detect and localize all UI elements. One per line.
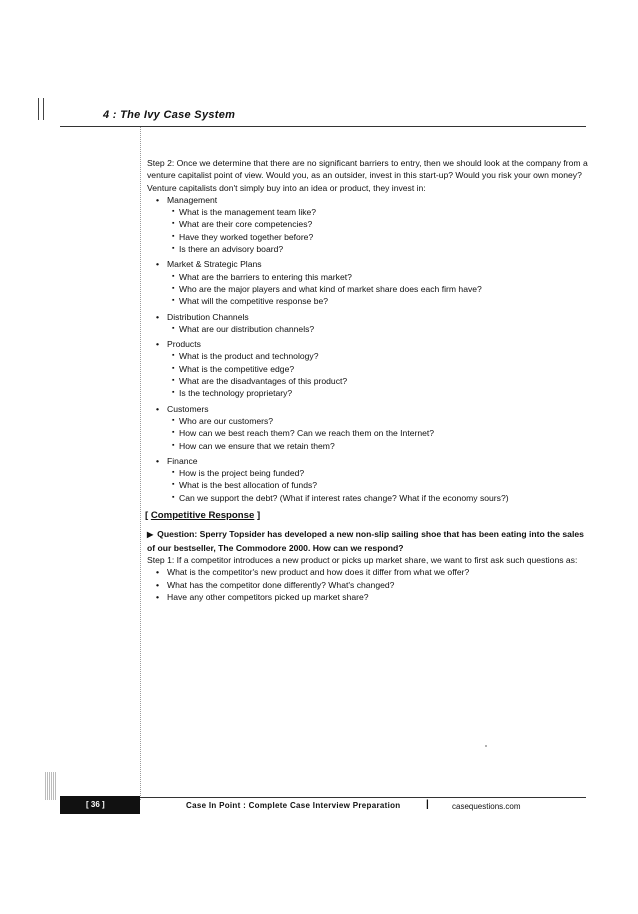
- criteria-question: ▪ What are the barriers to entering this market?: [172, 271, 592, 283]
- step1-item: • Have any other competitors picked up market share?: [156, 591, 592, 603]
- criteria-question: ▪ Is there an advisory board?: [172, 243, 592, 255]
- step2-intro: Step 2: Once we determine that there are no significant barriers to entry, then we should look at the company from a venture capitalist point of view. Would you, as an outsider, invest in this start-up? Would you risk your own money? Venture capitalists don't simply buy into an idea or product, they invest in:: [147, 158, 588, 193]
- criteria-question: ▪ How is the project being funded?: [172, 467, 592, 479]
- criteria-management: [156, 194, 592, 255]
- running-header: 4 : The Ivy Case System: [103, 109, 236, 121]
- criteria-market: [156, 258, 592, 307]
- criteria-products: [156, 338, 592, 399]
- step1-list: [147, 566, 592, 603]
- scan-edge: [45, 772, 57, 800]
- criteria-title: Products: [167, 339, 201, 350]
- question-arrow-icon: ▶: [147, 530, 154, 540]
- criteria-question: ▪ What is the competitive edge?: [172, 363, 592, 375]
- criteria-question: ▪ How can we ensure that we retain them?: [172, 440, 592, 452]
- header-rule: [60, 126, 586, 127]
- criteria-question: ▪ Who are the major players and what kind of market share does each firm have?: [172, 283, 592, 295]
- section-title: Competitive Response: [150, 510, 255, 522]
- criteria-question: ▪ What will the competitive response be?: [172, 295, 592, 307]
- criteria-customers: [156, 403, 592, 452]
- criteria-questions: [167, 323, 592, 335]
- section-heading: [145, 510, 592, 522]
- criteria-question: ▪ What are our distribution channels?: [172, 323, 592, 335]
- criteria-title: Customers: [167, 403, 209, 414]
- page-number: [ 36 ]: [86, 800, 105, 809]
- criteria-title: Market & Strategic Plans: [167, 259, 262, 270]
- footer-book-title: Case In Point : Complete Case Interview Preparation: [186, 801, 401, 810]
- criteria-question: ▪ What is the product and technology?: [172, 350, 592, 362]
- step1-item: • What is the competitor's new product and how does it differ from what we offer?: [156, 566, 592, 578]
- criteria-questions: [167, 467, 592, 504]
- criteria-question: ▪ What is the management team like?: [172, 206, 592, 218]
- criteria-question: ▪ Who are our customers?: [172, 415, 592, 427]
- criteria-title: Distribution Channels: [167, 311, 249, 322]
- criteria-question: ▪ Is the technology proprietary?: [172, 387, 592, 399]
- margin-line: [140, 127, 141, 800]
- question-text: Question: Sperry Topsider has developed a new non-slip sailing shoe that has been eating into the sales of our bestseller, The Commodore 2000. How can we respond?: [147, 529, 584, 553]
- bracket-open: [: [145, 510, 149, 522]
- criteria-question: ▪ What are the disadvantages of this product?: [172, 375, 592, 387]
- criteria-questions: [167, 206, 592, 255]
- footer-website: casequestions.com: [452, 802, 521, 811]
- criteria-questions: [167, 271, 592, 308]
- criteria-title: Management: [167, 194, 218, 205]
- header-margin-mark: [38, 98, 44, 120]
- criteria-question: ▪ How can we best reach them? Can we reach them on the Internet?: [172, 427, 592, 439]
- scan-speck: [485, 745, 487, 747]
- criteria-distribution: [156, 311, 592, 336]
- footer-rule: [140, 797, 586, 798]
- criteria-question: ▪ Have they worked together before?: [172, 231, 592, 243]
- criteria-question: ▪ Can we support the debt? (What if interest rates change? What if the economy sours?): [172, 492, 592, 504]
- footer-separator: |: [426, 799, 429, 810]
- criteria-questions: [167, 350, 592, 399]
- bracket-close: ]: [256, 510, 261, 522]
- criteria-questions: [167, 415, 592, 452]
- criteria-title: Finance: [167, 455, 198, 466]
- step1-item: • What has the competitor done differently? What's changed?: [156, 579, 592, 591]
- criteria-finance: [156, 455, 592, 504]
- page-body: [147, 157, 592, 603]
- vc-criteria-list: [147, 194, 592, 504]
- criteria-question: ▪ What are their core competencies?: [172, 218, 592, 230]
- question-block: [147, 528, 592, 554]
- step1-intro: Step 1: If a competitor introduces a new product or picks up market share, we want to first ask such questions as:: [147, 554, 578, 565]
- criteria-question: ▪ What is the best allocation of funds?: [172, 479, 592, 491]
